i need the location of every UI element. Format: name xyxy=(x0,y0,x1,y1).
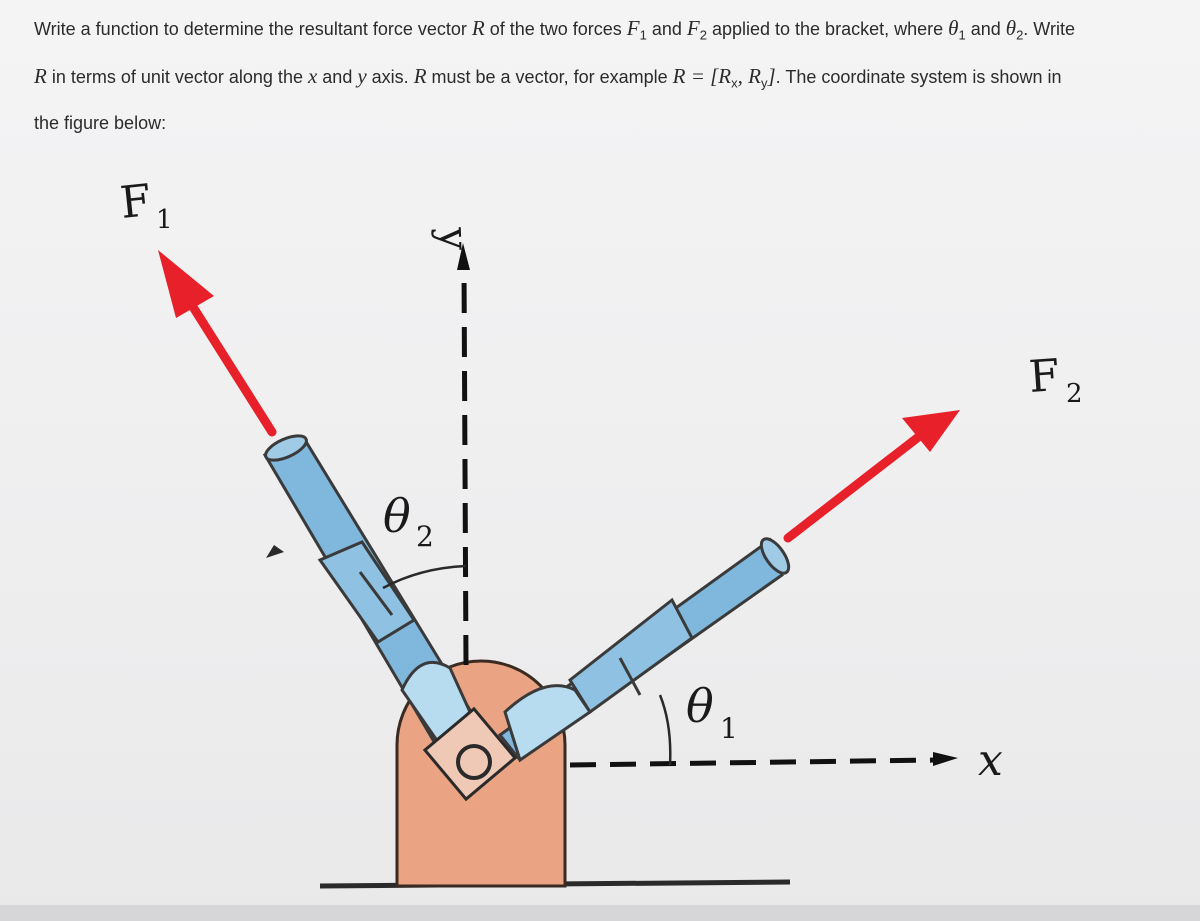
x-axis-line xyxy=(570,760,935,765)
text-segment: axis. xyxy=(366,66,414,87)
math-F2: F xyxy=(686,16,700,40)
math-example: ] xyxy=(767,63,776,88)
math-sub: 1 xyxy=(639,27,647,43)
text-segment: . The coordinate system is shown in xyxy=(775,66,1062,87)
bottom-edge xyxy=(0,905,1200,921)
math-sub: x xyxy=(731,75,738,91)
f1-label: F xyxy=(117,175,154,229)
math-R: R xyxy=(34,63,47,88)
y-axis-line xyxy=(464,268,466,665)
math-R: R xyxy=(471,16,485,40)
f2-force-arrow xyxy=(788,410,960,538)
theta2-label-sub: 2 xyxy=(416,520,434,553)
theta1-label: θ xyxy=(686,679,714,733)
math-y: y xyxy=(357,63,367,88)
f1-label-sub: 1 xyxy=(156,205,173,235)
left-bracket-arm xyxy=(262,431,473,745)
math-F1: F xyxy=(626,16,640,40)
y-axis-label: y xyxy=(430,226,477,251)
math-sub: 2 xyxy=(699,27,707,43)
text-segment: in terms of unit vector along the xyxy=(46,66,308,87)
text-segment: and xyxy=(965,19,1006,39)
theta2-label: θ xyxy=(383,489,411,543)
text-segment: and xyxy=(317,66,358,87)
text-segment: must be a vector, for example xyxy=(426,66,673,87)
text-segment: of the two forces xyxy=(484,19,627,39)
text-segment: the figure below: xyxy=(34,113,167,134)
f2-label: F xyxy=(1027,349,1062,403)
text-segment: and xyxy=(646,19,687,39)
math-sub: 2 xyxy=(1016,27,1024,43)
f1-force-arrow xyxy=(158,250,272,432)
cursor-arrow-icon xyxy=(266,545,284,558)
math-sub: 1 xyxy=(958,27,966,43)
text-segment: . Write xyxy=(1023,19,1075,39)
text-segment: applied to the bracket, where xyxy=(706,19,949,39)
f2-label-sub: 2 xyxy=(1066,379,1083,409)
math-theta1: θ xyxy=(948,16,959,40)
math-theta2: θ xyxy=(1005,16,1017,40)
theta1-label-sub: 1 xyxy=(720,712,738,745)
math-example: R = [R xyxy=(672,63,732,88)
math-R: R xyxy=(413,63,427,88)
math-sub: y xyxy=(760,75,768,91)
x-axis-label: x xyxy=(978,735,1003,786)
pin-hole xyxy=(458,746,490,778)
right-bracket-arm xyxy=(500,534,794,760)
text-segment: Write a function to determine the resultant force vector xyxy=(34,19,472,39)
theta1-arc xyxy=(660,695,670,765)
math-example: , R xyxy=(737,63,761,88)
theta2-arc xyxy=(383,566,466,588)
x-axis-arrowhead xyxy=(933,752,958,766)
math-x: x xyxy=(307,63,318,88)
